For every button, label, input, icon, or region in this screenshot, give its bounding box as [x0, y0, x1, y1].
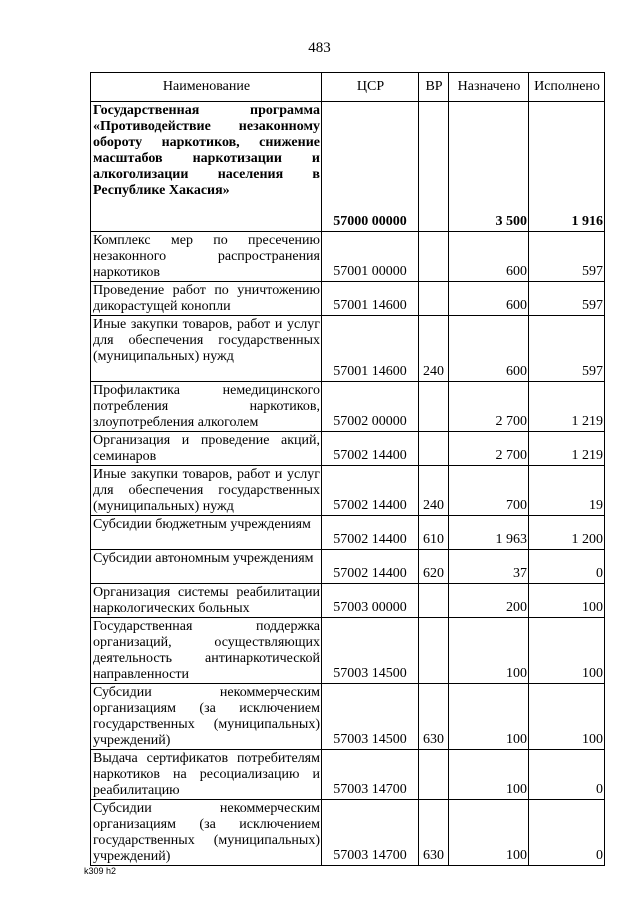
row-vr [419, 750, 449, 800]
table-row [91, 750, 605, 800]
row-csr: 57002 14400 [322, 516, 419, 550]
row-csr: 57001 14600 [322, 282, 419, 316]
table-row [91, 282, 605, 316]
row-vr: 630 [419, 684, 449, 750]
table-row [91, 232, 605, 282]
row-executed: 0 [529, 800, 605, 866]
row-csr: 57003 14500 [322, 618, 419, 684]
table-row [91, 584, 605, 618]
row-assigned: 700 [449, 466, 529, 516]
row-vr [419, 432, 449, 466]
row-assigned: 37 [449, 550, 529, 584]
row-assigned: 1 963 [449, 516, 529, 550]
row-assigned: 2 700 [449, 382, 529, 432]
header-assigned: Назначено [449, 73, 529, 102]
row-assigned: 100 [449, 800, 529, 866]
table-row [91, 432, 605, 466]
row-executed: 1 916 [529, 102, 605, 232]
row-vr [419, 102, 449, 232]
row-assigned: 100 [449, 684, 529, 750]
row-csr: 57001 14600 [322, 316, 419, 382]
row-csr: 57000 00000 [322, 102, 419, 232]
table-row [91, 550, 605, 584]
row-assigned: 600 [449, 316, 529, 382]
row-executed: 1 200 [529, 516, 605, 550]
table-row [91, 466, 605, 516]
row-name: Государственная поддержка организаций, осуществляющих деятельность антинаркотической направленности [91, 618, 322, 684]
row-name: Иные закупки товаров, работ и услуг для обеспечения государственных (муниципальных) нужд [91, 316, 322, 382]
row-vr [419, 232, 449, 282]
row-executed: 100 [529, 584, 605, 618]
row-executed: 100 [529, 684, 605, 750]
table-row [91, 684, 605, 750]
header-vr: ВР [419, 73, 449, 102]
row-vr: 240 [419, 316, 449, 382]
table-row [91, 618, 605, 684]
header-csr: ЦСР [322, 73, 419, 102]
row-name: Субсидии автономным учреждениям [91, 550, 322, 584]
row-name: Субсидии бюджетным учреждениям [91, 516, 322, 550]
row-vr [419, 382, 449, 432]
row-assigned: 200 [449, 584, 529, 618]
row-csr: 57003 14700 [322, 800, 419, 866]
header-name: Наименование [91, 73, 322, 102]
row-name: Организация и проведение акций, семинаров [91, 432, 322, 466]
row-csr: 57003 14500 [322, 684, 419, 750]
row-csr: 57002 14400 [322, 550, 419, 584]
row-csr: 57003 14700 [322, 750, 419, 800]
budget-table [90, 72, 605, 866]
page-number: 483 [308, 40, 331, 56]
table-row [91, 382, 605, 432]
row-assigned: 600 [449, 282, 529, 316]
row-assigned: 600 [449, 232, 529, 282]
row-csr: 57002 14400 [322, 466, 419, 516]
row-name: Субсидии некоммерческим организациям (за исключением государственных (муниципальных) учреждений) [91, 800, 322, 866]
row-assigned: 100 [449, 618, 529, 684]
row-executed: 597 [529, 232, 605, 282]
row-name: Выдача сертификатов потребителям наркотиков на ресоциализацию и реабилитацию [91, 750, 322, 800]
row-assigned: 100 [449, 750, 529, 800]
row-vr: 630 [419, 800, 449, 866]
row-name: Государственная программа «Противодействие незаконному обороту наркотиков, снижение масштабов наркотизации и алкоголизации населения в Республике Хакасия» [91, 102, 322, 232]
row-vr: 240 [419, 466, 449, 516]
row-executed: 100 [529, 618, 605, 684]
row-vr: 620 [419, 550, 449, 584]
row-name: Иные закупки товаров, работ и услуг для обеспечения государственных (муниципальных) нужд [91, 466, 322, 516]
row-csr: 57003 00000 [322, 584, 419, 618]
header-executed: Исполнено [529, 73, 605, 102]
row-csr: 57002 00000 [322, 382, 419, 432]
table-row [91, 800, 605, 866]
table-row [91, 316, 605, 382]
row-assigned: 3 500 [449, 102, 529, 232]
row-vr: 610 [419, 516, 449, 550]
row-executed: 1 219 [529, 382, 605, 432]
row-vr [419, 618, 449, 684]
row-assigned: 2 700 [449, 432, 529, 466]
row-vr [419, 584, 449, 618]
row-executed: 19 [529, 466, 605, 516]
row-name: Профилактика немедицинского потребления наркотиков, злоупотребления алкоголем [91, 382, 322, 432]
row-csr: 57002 14400 [322, 432, 419, 466]
row-name: Проведение работ по уничтожению дикорастущей конопли [91, 282, 322, 316]
footer-code: k309 h2 [84, 866, 117, 876]
row-name: Комплекс мер по пресечению незаконного распространения наркотиков [91, 232, 322, 282]
row-vr [419, 282, 449, 316]
row-executed: 1 219 [529, 432, 605, 466]
row-executed: 597 [529, 282, 605, 316]
row-executed: 0 [529, 750, 605, 800]
table-header-row [91, 73, 605, 102]
row-name: Субсидии некоммерческим организациям (за исключением государственных (муниципальных) учреждений) [91, 684, 322, 750]
row-name: Организация системы реабилитации наркологических больных [91, 584, 322, 618]
table-row [91, 102, 605, 232]
row-executed: 0 [529, 550, 605, 584]
table-row [91, 516, 605, 550]
row-executed: 597 [529, 316, 605, 382]
row-csr: 57001 00000 [322, 232, 419, 282]
